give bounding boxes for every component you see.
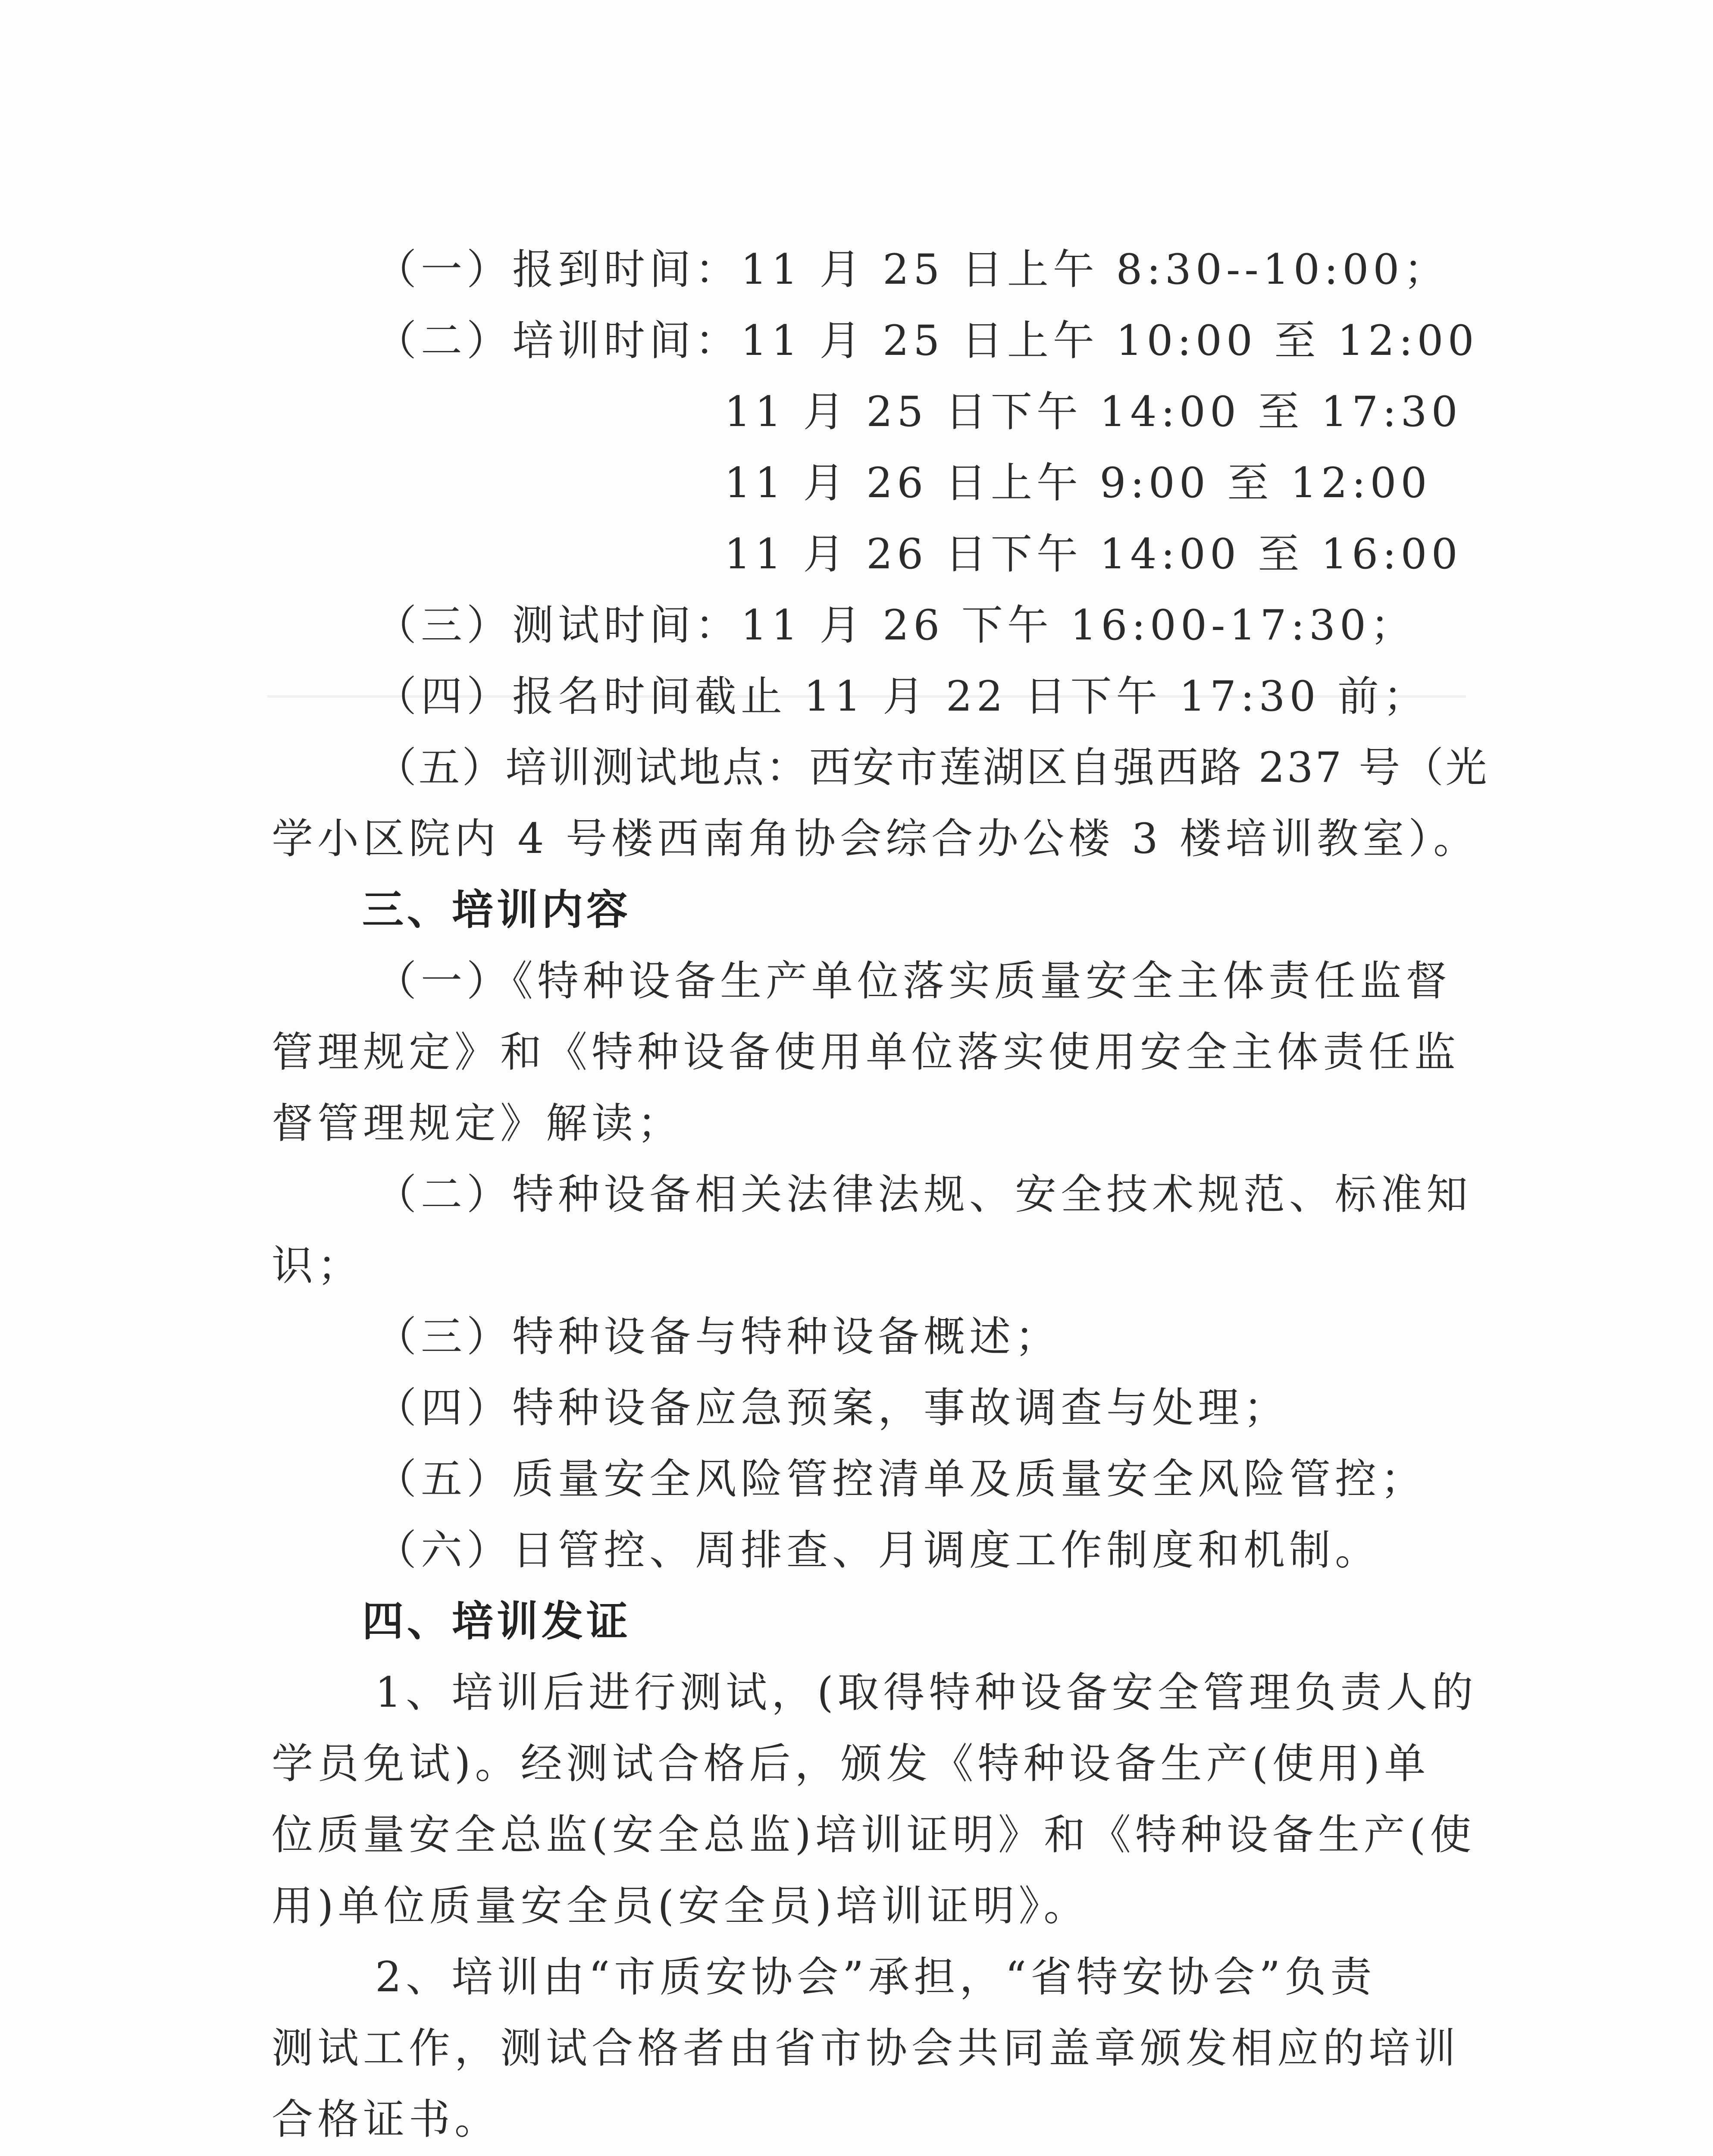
- schedule-location-cont: 学小区院内 4 号楼西南角协会综合办公楼 3 楼培训教室）。: [272, 815, 1479, 863]
- content-item-2-cont: 识；: [272, 1241, 363, 1290]
- section-heading-certification: 四、培训发证: [362, 1597, 631, 1645]
- schedule-training-1: （二）培训时间：11 月 25 日上午 10:00 至 12:00: [375, 317, 1478, 365]
- cert-paragraph-2-cont-1: 测试工作，测试合格者由省市协会共同盖章颁发相应的培训: [272, 2024, 1460, 2072]
- content-item-2: （二）特种设备相关法律法规、安全技术规范、标准知: [375, 1170, 1472, 1219]
- content-item-1-cont-1: 管理规定》和《特种设备使用单位落实使用安全主体责任监: [272, 1028, 1460, 1076]
- cert-paragraph-1-cont-2: 位质量安全总监(安全总监)培训证明》和《特种设备生产(使: [272, 1811, 1476, 1859]
- content-item-5: （五）质量安全风险管控清单及质量安全风险管控；: [375, 1455, 1426, 1503]
- schedule-location: （五）培训测试地点：西安市莲湖区自强西路 237 号（光: [375, 743, 1489, 792]
- schedule-registration-deadline: （四）报名时间截止 11 月 22 日下午 17:30 前；: [375, 672, 1429, 721]
- section-heading-training-content: 三、培训内容: [362, 886, 631, 934]
- content-item-6: （六）日管控、周排查、月调度工作制度和机制。: [375, 1526, 1381, 1574]
- schedule-test: （三）测试时间：11 月 26 下午 16:00-17:30；: [375, 601, 1416, 649]
- cert-paragraph-2: 2、培训由“市质安协会”承担，“省特安协会”负责: [375, 1953, 1376, 2001]
- schedule-training-2: 11 月 25 日下午 14:00 至 17:30: [724, 388, 1462, 436]
- cert-paragraph-2-cont-2: 合格证书。: [272, 2095, 500, 2143]
- schedule-training-3: 11 月 26 日上午 9:00 至 12:00: [724, 459, 1431, 507]
- schedule-training-4: 11 月 26 日下午 14:00 至 16:00: [724, 530, 1462, 578]
- content-item-1-cont-2: 督管理规定》解读；: [272, 1099, 683, 1147]
- cert-paragraph-1: 1、培训后进行测试，(取得特种设备安全管理负责人的: [375, 1668, 1478, 1717]
- schedule-checkin: （一）报到时间：11 月 25 日上午 8:30--10:00；: [375, 245, 1450, 294]
- cert-paragraph-1-cont-3: 用)单位质量安全员(安全员)培训证明》。: [272, 1882, 1090, 1930]
- content-item-1: （一）《特种设备生产单位落实质量安全主体责任监督: [375, 957, 1451, 1005]
- content-item-3: （三）特种设备与特种设备概述；: [375, 1313, 1061, 1361]
- cert-paragraph-1-cont-1: 学员免试)。经测试合格后，颁发《特种设备生产(使用)单: [272, 1739, 1430, 1788]
- content-item-4: （四）特种设备应急预案，事故调查与处理；: [375, 1384, 1289, 1432]
